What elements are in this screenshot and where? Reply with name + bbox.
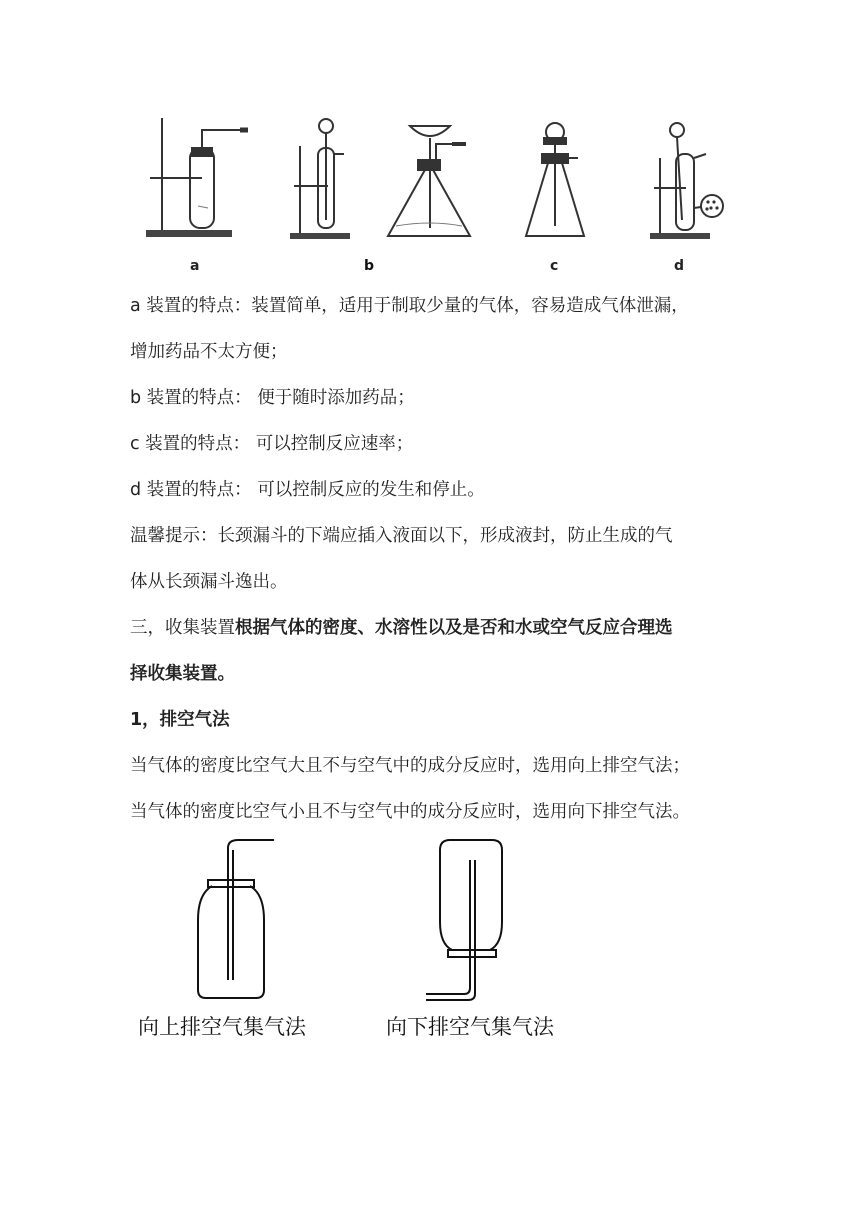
rule-upward: 当气体的密度比空气大且不与空气中的成分反应时，选用向上排空气法； [130,756,690,776]
section3-bold1: 根据气体的密度、水溶性以及是否和水或空气反应合理选 [235,618,673,638]
label-c: c [550,258,559,274]
collection-figure [130,830,590,1045]
paragraph-b: b 装置的特点： 便于随时添加药品； [130,388,415,408]
rule-downward: 当气体的密度比空气小且不与空气中的成分反应时，选用向下排空气法。 [130,802,690,822]
label-b: b [364,258,375,274]
paragraph-d: d 装置的特点： 可以控制反应的发生和停止。 [130,480,485,500]
heading-air-displacement: 1，排空气法 [130,710,230,730]
section3-line1 [130,616,673,640]
tip-line2: 体从长颈漏斗逸出。 [130,572,288,592]
apparatus-d [650,123,723,239]
label-d: d [674,258,685,274]
upward-bottle [198,840,274,998]
apparatus-figure [130,108,730,278]
tip-line1: 温馨提示：长颈漏斗的下端应插入液面以下，形成液封，防止生成的气 [130,526,673,546]
section3-bold2: 择收集装置。 [130,664,235,684]
label-a: a [190,258,200,274]
caption-downward: 向下排空气集气法 [386,1015,554,1039]
apparatus-a [146,118,248,237]
section3-prefix: 三，收集装置 [130,618,235,638]
paragraph-c: c 装置的特点： 可以控制反应速率； [130,434,414,454]
paragraph-a-line1: a 装置的特点：装置简单，适用于制取少量的气体，容易造成气体泄漏， [130,296,689,316]
apparatus-c [526,123,584,236]
downward-bottle [426,840,502,1000]
paragraph-a-line2: 增加药品不太方便； [130,342,288,362]
caption-upward: 向上排空气集气法 [138,1015,306,1039]
apparatus-b [290,119,470,274]
